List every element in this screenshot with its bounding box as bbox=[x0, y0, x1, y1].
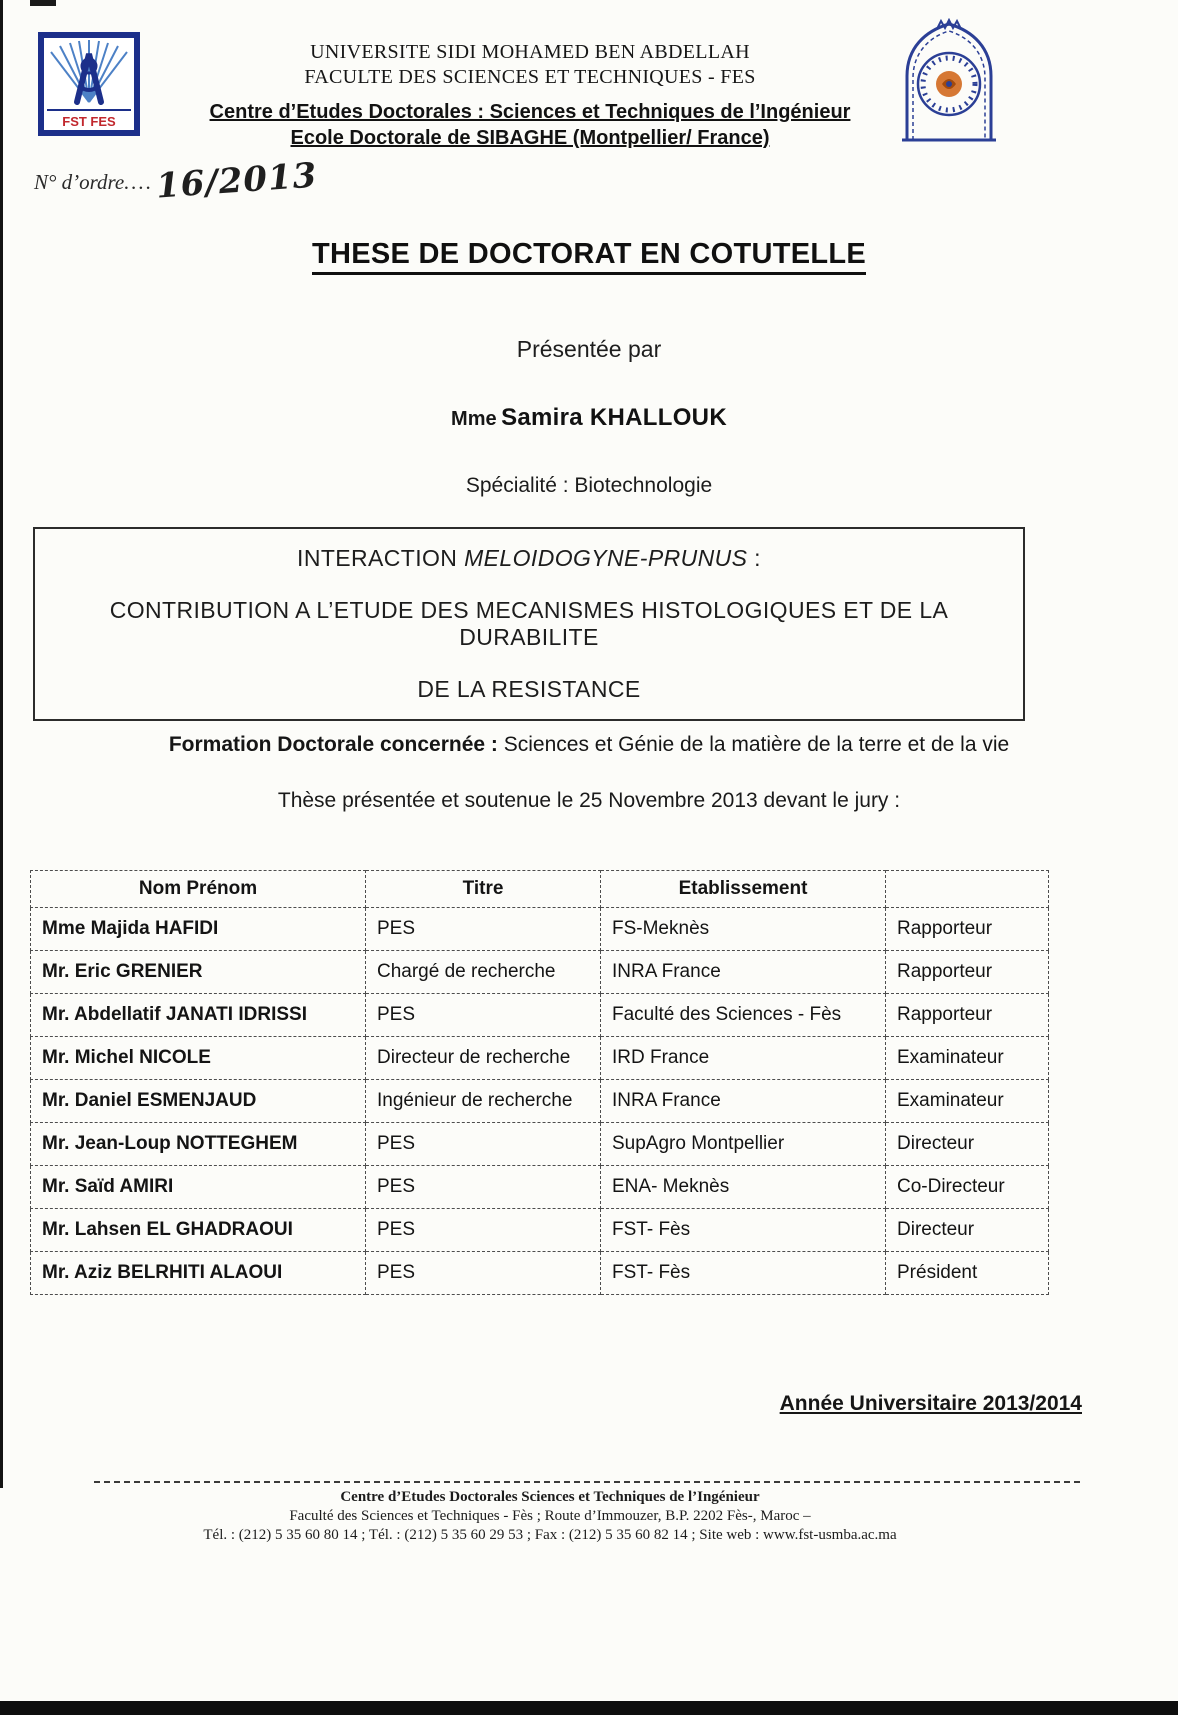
footer bbox=[0, 1489, 1100, 1544]
col-header-titre: Titre bbox=[366, 871, 601, 908]
order-number-handwritten: 16/2013 bbox=[155, 155, 319, 207]
jury-role: Directeur bbox=[886, 1209, 1049, 1252]
jury-name: Mme Majida HAFIDI bbox=[31, 908, 366, 951]
jury-role: Directeur bbox=[886, 1123, 1049, 1166]
university-seal-icon bbox=[892, 18, 1006, 144]
footer-divider bbox=[94, 1481, 1080, 1483]
jury-row bbox=[31, 1123, 1049, 1166]
faculty-name: FACULTE DES SCIENCES ET TECHNIQUES - FES bbox=[304, 66, 756, 88]
footer-contacts: Tél. : (212) 5 35 60 80 14 ; Tél. : (212) 5 35 60 29 53 ; Fax : (212) 5 35 60 82 14 ; Site web : www.fst-usmba.ac.ma bbox=[203, 1527, 897, 1543]
jury-institution: SupAgro Montpellier bbox=[601, 1123, 886, 1166]
jury-institution: INRA France bbox=[601, 1080, 886, 1123]
jury-role: Examinateur bbox=[886, 1037, 1049, 1080]
fst-fes-logo-icon bbox=[38, 32, 140, 136]
jury-row bbox=[31, 994, 1049, 1037]
jury-name: Mr. Eric GRENIER bbox=[31, 951, 366, 994]
scan-edge-corner bbox=[30, 0, 56, 6]
doctoral-formation-line bbox=[0, 733, 1178, 757]
jury-row bbox=[31, 1166, 1049, 1209]
jury-name: Mr. Lahsen EL GHADRAOUI bbox=[31, 1209, 366, 1252]
author-line bbox=[0, 404, 1178, 432]
jury-role: Examinateur bbox=[886, 1080, 1049, 1123]
jury-name: Mr. Aziz BELRHITI ALAOUI bbox=[31, 1252, 366, 1295]
jury-role: Co-Directeur bbox=[886, 1166, 1049, 1209]
jury-institution: IRD France bbox=[601, 1037, 886, 1080]
thesis-title-line3: DE LA RESISTANCE bbox=[417, 676, 641, 702]
jury-row bbox=[31, 908, 1049, 951]
thesis-species-name: MELOIDOGYNE-PRUNUS bbox=[464, 545, 748, 571]
jury-role: Rapporteur bbox=[886, 951, 1049, 994]
jury-role: Rapporteur bbox=[886, 994, 1049, 1037]
scan-edge-bottom bbox=[0, 1701, 1178, 1715]
col-header-etablissement: Etablissement bbox=[601, 871, 886, 908]
jury-header-row bbox=[31, 871, 1049, 908]
defense-announcement: Thèse présentée et soutenue le 25 Novembre 2013 devant le jury : bbox=[277, 789, 901, 812]
letterhead bbox=[160, 40, 900, 151]
order-label: N° d’ordre bbox=[34, 170, 125, 194]
jury-name: Mr. Jean-Loup NOTTEGHEM bbox=[31, 1123, 366, 1166]
jury-title: PES bbox=[366, 908, 601, 951]
academic-year: Année Universitaire 2013/2014 bbox=[779, 1392, 1082, 1415]
jury-title: PES bbox=[366, 1166, 601, 1209]
jury-table bbox=[30, 870, 1049, 1295]
doctoral-school-name: Ecole Doctorale de SIBAGHE (Montpellier/ France) bbox=[290, 127, 770, 149]
jury-title: Chargé de recherche bbox=[366, 951, 601, 994]
jury-role: Rapporteur bbox=[886, 908, 1049, 951]
footer-center-name: Centre d’Etudes Doctorales Sciences et Techniques de l’Ingénieur bbox=[340, 1489, 760, 1505]
document-title: THESE DE DOCTORAT EN COTUTELLE bbox=[0, 238, 1178, 271]
doctoral-center-name: Centre d’Etudes Doctorales : Sciences et Techniques de l’Ingénieur bbox=[209, 101, 851, 123]
order-dots: .... bbox=[124, 170, 154, 194]
thesis-title-box bbox=[33, 527, 1025, 721]
thesis-title-line1 bbox=[297, 545, 761, 572]
formation-value: Sciences et Génie de la matière de la terre et de la vie bbox=[503, 733, 1010, 756]
jury-institution: FS-Meknès bbox=[601, 908, 886, 951]
jury-name: Mr. Saïd AMIRI bbox=[31, 1166, 366, 1209]
jury-title: PES bbox=[366, 1252, 601, 1295]
jury-institution: FST- Fès bbox=[601, 1252, 886, 1295]
col-header-nom-prenom: Nom Prénom bbox=[31, 871, 366, 908]
jury-title: PES bbox=[366, 1123, 601, 1166]
footer-address: Faculté des Sciences et Techniques - Fès ; Route d’Immouzer, B.P. 2202 Fès-, Maroc – bbox=[289, 1508, 811, 1524]
jury-row bbox=[31, 951, 1049, 994]
jury-name: Mr. Michel NICOLE bbox=[31, 1037, 366, 1080]
jury-row bbox=[31, 1080, 1049, 1123]
jury-institution: FST- Fès bbox=[601, 1209, 886, 1252]
jury-name: Mr. Abdellatif JANATI IDRISSI bbox=[31, 994, 366, 1037]
jury-title: Directeur de recherche bbox=[366, 1037, 601, 1080]
author-honorific: Mme bbox=[451, 408, 497, 430]
jury-title: Ingénieur de recherche bbox=[366, 1080, 601, 1123]
jury-institution: Faculté des Sciences - Fès bbox=[601, 994, 886, 1037]
jury-row bbox=[31, 1209, 1049, 1252]
jury-institution: INRA France bbox=[601, 951, 886, 994]
jury-row bbox=[31, 1252, 1049, 1295]
jury-role: Président bbox=[886, 1252, 1049, 1295]
jury-title: PES bbox=[366, 994, 601, 1037]
jury-institution: ENA- Meknès bbox=[601, 1166, 886, 1209]
thesis-title-line2: CONTRIBUTION A L’ETUDE DES MECANISMES HISTOLOGIQUES ET DE LA DURABILITE bbox=[109, 597, 949, 650]
thesis-title-line1-normal: INTERACTION bbox=[297, 545, 465, 571]
author-name: Samira KHALLOUK bbox=[501, 404, 727, 431]
fst-fes-caption: FST FES bbox=[62, 114, 116, 129]
order-number-line bbox=[34, 155, 319, 207]
specialty-line: Spécialité : Biotechnologie bbox=[465, 474, 713, 497]
thesis-title-line1-suffix: : bbox=[747, 545, 761, 571]
jury-row bbox=[31, 1037, 1049, 1080]
presented-by-label: Présentée par bbox=[516, 336, 662, 362]
formation-label: Formation Doctorale concernée : bbox=[168, 733, 498, 756]
university-name: UNIVERSITE SIDI MOHAMED BEN ABDELLAH bbox=[310, 41, 750, 63]
jury-title: PES bbox=[366, 1209, 601, 1252]
col-header-role bbox=[886, 871, 1049, 908]
jury-name: Mr. Daniel ESMENJAUD bbox=[31, 1080, 366, 1123]
